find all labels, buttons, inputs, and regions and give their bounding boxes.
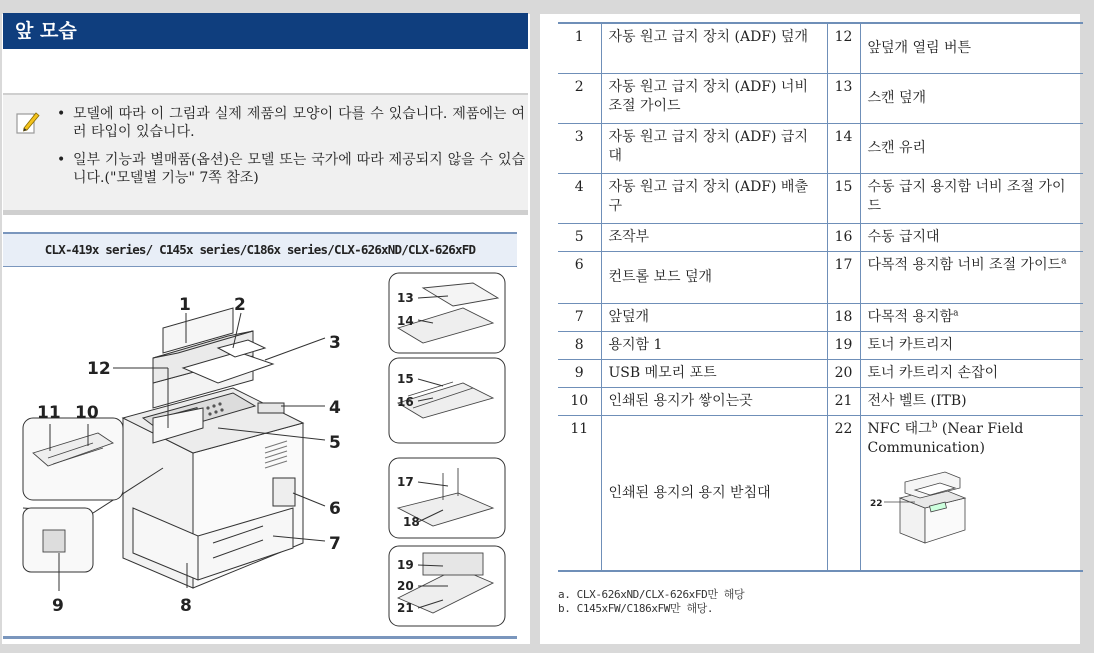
part-number: 4 bbox=[558, 173, 601, 223]
note-item: • 모델에 따라 이 그림과 실제 제품의 모양이 다를 수 있습니다. 제품에는 여러 타입이 있습니다. bbox=[55, 105, 525, 141]
table-row bbox=[558, 173, 1083, 223]
table-row bbox=[558, 387, 1083, 415]
part-description: 수동 급지대 bbox=[860, 223, 1083, 251]
part-number: 15 bbox=[827, 173, 860, 223]
table-row bbox=[558, 303, 1083, 331]
part-number: 16 bbox=[827, 223, 860, 251]
part-number: 22 bbox=[827, 415, 860, 571]
callout-1: 1 bbox=[179, 295, 191, 315]
part-number: 19 bbox=[827, 331, 860, 359]
part-description: 자동 원고 급지 장치 (ADF) 급지대 bbox=[601, 123, 827, 173]
part-description: 앞덮개 열림 버튼 bbox=[860, 23, 1083, 73]
callout-14: 14 bbox=[397, 314, 414, 328]
part-description-text: 다목적 용지함 너비 조절 가이드 bbox=[867, 256, 1062, 273]
note-list bbox=[55, 105, 525, 197]
callout-9: 9 bbox=[52, 596, 64, 616]
callout-13: 13 bbox=[397, 291, 414, 305]
table-row bbox=[558, 123, 1083, 173]
part-number: 11 bbox=[558, 415, 601, 571]
callout-11: 11 bbox=[37, 403, 61, 423]
footnote-ref: a bbox=[1061, 255, 1067, 266]
nfc-callout-22: 22 bbox=[869, 498, 883, 509]
part-description: 토너 카트리지 bbox=[860, 331, 1083, 359]
part-description-text: 다목적 용지함 bbox=[867, 308, 954, 325]
nfc-printer-illustration bbox=[870, 468, 980, 548]
part-number: 6 bbox=[558, 251, 601, 303]
part-description bbox=[860, 303, 1083, 331]
part-number: 21 bbox=[827, 387, 860, 415]
part-number: 12 bbox=[827, 23, 860, 73]
callout-10: 10 bbox=[75, 403, 99, 423]
callout-15: 15 bbox=[397, 372, 414, 386]
part-description: 앞덮개 bbox=[601, 303, 827, 331]
footnote-a: a. CLX-626xND/CLX-626xFD만 해당 bbox=[558, 588, 745, 601]
callout-20: 20 bbox=[397, 579, 414, 593]
part-description: 스캔 유리 bbox=[860, 123, 1083, 173]
left-bottom-rule bbox=[3, 636, 517, 639]
part-number: 8 bbox=[558, 331, 601, 359]
part-description: 컨트롤 보드 덮개 bbox=[601, 251, 827, 303]
note-box bbox=[3, 93, 528, 215]
part-number: 17 bbox=[827, 251, 860, 303]
parts-table bbox=[558, 22, 1083, 572]
part-description: 전사 벨트 (ITB) bbox=[860, 387, 1083, 415]
note-item: • 일부 기능과 별매품(옵션)은 모델 또는 국가에 따라 제공되지 않을 수 있습니다.("모델별 기능" 7쪽 참조) bbox=[55, 151, 525, 187]
table-row bbox=[558, 415, 1083, 571]
part-number: 1 bbox=[558, 23, 601, 73]
part-description: USB 메모리 포트 bbox=[601, 359, 827, 387]
part-description: 인쇄된 용지의 용지 받침대 bbox=[601, 415, 827, 571]
part-number: 13 bbox=[827, 73, 860, 123]
footnote-ref: b bbox=[931, 419, 938, 430]
part-number: 9 bbox=[558, 359, 601, 387]
part-description-text: NFC 태그 bbox=[867, 420, 932, 437]
part-description: 용지함 1 bbox=[601, 331, 827, 359]
callout-6: 6 bbox=[329, 499, 341, 519]
callout-7: 7 bbox=[329, 534, 341, 554]
part-description: 자동 원고 급지 장치 (ADF) 배출구 bbox=[601, 173, 827, 223]
callout-16: 16 bbox=[397, 395, 414, 409]
callout-8: 8 bbox=[180, 596, 192, 616]
part-description: 자동 원고 급지 장치 (ADF) 너비 조절 가이드 bbox=[601, 73, 827, 123]
section-title: 앞 모습 bbox=[3, 13, 528, 49]
model-heading: CLX-419x series/ C145x series/C186x series/CLX-626xND/CLX-626xFD bbox=[3, 232, 517, 267]
callout-18: 18 bbox=[403, 515, 420, 529]
callout-12: 12 bbox=[87, 359, 111, 379]
callout-21: 21 bbox=[397, 601, 414, 615]
footnote-b: b. C145xFW/C186xFW만 해당. bbox=[558, 602, 714, 615]
callout-4: 4 bbox=[329, 398, 341, 418]
callout-2: 2 bbox=[234, 295, 246, 315]
table-row bbox=[558, 331, 1083, 359]
part-description-text: (Near Field Communication) bbox=[867, 420, 1024, 456]
part-description: 자동 원고 급지 장치 (ADF) 덮개 bbox=[601, 23, 827, 73]
part-description bbox=[860, 251, 1083, 303]
part-description: 스캔 덮개 bbox=[860, 73, 1083, 123]
table-row bbox=[558, 23, 1083, 73]
callout-3: 3 bbox=[329, 333, 341, 353]
footnotes bbox=[558, 588, 744, 616]
part-number: 18 bbox=[827, 303, 860, 331]
callout-5: 5 bbox=[329, 433, 341, 453]
callout-17: 17 bbox=[397, 475, 414, 489]
table-row bbox=[558, 251, 1083, 303]
part-number: 20 bbox=[827, 359, 860, 387]
part-number: 2 bbox=[558, 73, 601, 123]
part-description: 수동 급지 용지함 너비 조절 가이드 bbox=[860, 173, 1083, 223]
footnote-ref: a bbox=[953, 307, 959, 318]
table-row bbox=[558, 359, 1083, 387]
front-view-illustration bbox=[3, 268, 517, 632]
callout-19: 19 bbox=[397, 558, 414, 572]
part-number: 3 bbox=[558, 123, 601, 173]
part-number: 14 bbox=[827, 123, 860, 173]
part-number: 7 bbox=[558, 303, 601, 331]
part-description: 조작부 bbox=[601, 223, 827, 251]
part-number: 10 bbox=[558, 387, 601, 415]
note-pencil-icon bbox=[15, 109, 41, 135]
part-description bbox=[860, 415, 1083, 571]
part-description: 토너 카트리지 손잡이 bbox=[860, 359, 1083, 387]
part-description: 인쇄된 용지가 쌓이는곳 bbox=[601, 387, 827, 415]
part-number: 5 bbox=[558, 223, 601, 251]
table-row bbox=[558, 73, 1083, 123]
table-row bbox=[558, 223, 1083, 251]
